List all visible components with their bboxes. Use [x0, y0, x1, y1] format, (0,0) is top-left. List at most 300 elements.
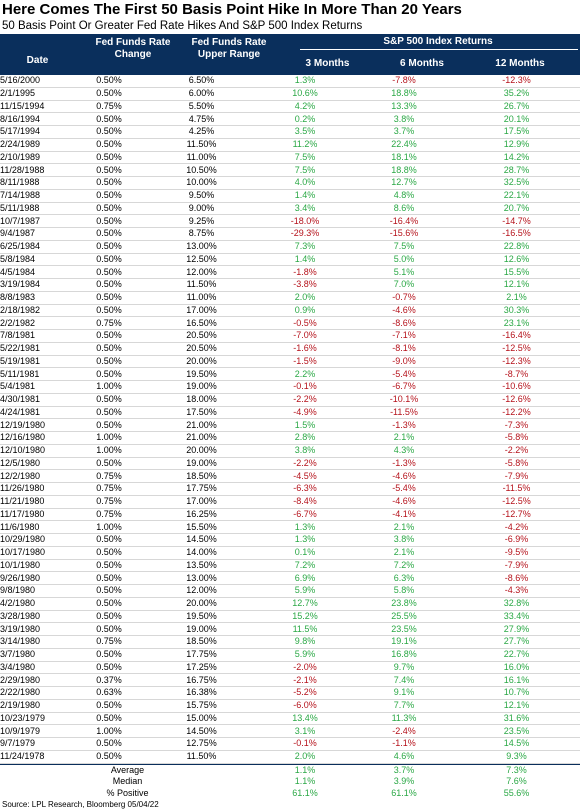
return-12m-cell: -12.7% [453, 508, 580, 521]
return-3m-cell: 7.5% [255, 151, 355, 164]
rate-change-cell: 0.50% [70, 393, 148, 406]
rate-change-cell: 0.37% [70, 674, 148, 687]
return-6m-cell: 8.6% [355, 202, 453, 215]
return-6m-cell: -7.1% [355, 330, 453, 343]
return-6m-cell: 9.1% [355, 687, 453, 700]
return-6m-cell: -8.1% [355, 342, 453, 355]
table-row [0, 712, 580, 725]
return-6m-cell: 16.8% [355, 648, 453, 661]
table-header [0, 34, 580, 75]
return-6m-cell: 4.3% [355, 444, 453, 457]
return-6m-cell: -16.4% [355, 215, 453, 228]
return-12m-cell: 33.4% [453, 610, 580, 623]
return-12m-cell: -10.6% [453, 381, 580, 394]
return-6m-cell: 18.8% [355, 164, 453, 177]
return-12m-cell: 20.7% [453, 202, 580, 215]
rate-change-cell: 0.50% [70, 202, 148, 215]
return-6m-cell: 7.0% [355, 279, 453, 292]
rate-change-cell: 0.50% [70, 738, 148, 751]
date-cell: 5/4/1981 [0, 381, 70, 394]
summary-3m: 1.1% [255, 764, 355, 776]
rate-change-cell: 0.50% [70, 75, 148, 87]
return-12m-cell: 23.1% [453, 317, 580, 330]
return-6m-cell: 11.3% [355, 712, 453, 725]
upper-range-cell: 13.00% [148, 572, 255, 585]
return-6m-cell: 2.1% [355, 432, 453, 445]
return-6m-cell: -5.4% [355, 368, 453, 381]
return-6m-cell: 13.3% [355, 100, 453, 113]
return-3m-cell: 7.3% [255, 240, 355, 253]
table-row [0, 623, 580, 636]
return-3m-cell: 1.4% [255, 189, 355, 202]
return-3m-cell: -6.0% [255, 699, 355, 712]
upper-range-cell: 8.75% [148, 228, 255, 241]
date-cell: 2/1/1995 [0, 87, 70, 100]
return-6m-cell: -1.3% [355, 457, 453, 470]
return-3m-cell: 4.0% [255, 177, 355, 190]
table-row [0, 432, 580, 445]
rate-change-cell: 1.00% [70, 444, 148, 457]
date-cell: 2/24/1989 [0, 138, 70, 151]
return-12m-cell: 20.1% [453, 113, 580, 126]
rate-change-cell: 0.50% [70, 623, 148, 636]
return-6m-cell: -0.7% [355, 291, 453, 304]
return-6m-cell: -4.6% [355, 470, 453, 483]
return-3m-cell: 0.1% [255, 546, 355, 559]
return-3m-cell: 2.8% [255, 432, 355, 445]
date-cell: 2/2/1982 [0, 317, 70, 330]
summary-6m: 3.9% [393, 776, 415, 787]
chart-title: Here Comes The First 50 Basis Point Hike In More Than 20 Years [2, 1, 462, 18]
return-3m-cell: 10.6% [255, 87, 355, 100]
return-6m-cell: 23.8% [355, 597, 453, 610]
table-row [0, 330, 580, 343]
upper-range-cell: 9.00% [148, 202, 255, 215]
table-row [0, 572, 580, 585]
table-row [0, 177, 580, 190]
return-12m-cell: -9.5% [453, 546, 580, 559]
rate-change-cell: 1.00% [70, 521, 148, 534]
table-row [0, 240, 580, 253]
table-row [0, 126, 580, 139]
table-row [0, 674, 580, 687]
return-3m-cell: -1.8% [255, 266, 355, 279]
date-cell: 12/16/1980 [0, 432, 70, 445]
date-cell: 7/14/1988 [0, 189, 70, 202]
date-cell: 11/26/1980 [0, 483, 70, 496]
table-row [0, 355, 580, 368]
return-12m-cell: 27.7% [453, 636, 580, 649]
upper-range-cell: 21.00% [148, 419, 255, 432]
return-6m-cell: 6.3% [355, 572, 453, 585]
summary-row [0, 764, 580, 776]
return-12m-cell: 16.0% [453, 661, 580, 674]
table-row [0, 228, 580, 241]
return-12m-cell: 32.8% [453, 597, 580, 610]
return-12m-cell: -7.3% [453, 419, 580, 432]
return-12m-cell: 16.1% [453, 674, 580, 687]
return-12m-cell: -12.3% [453, 75, 580, 87]
return-3m-cell: 7.5% [255, 164, 355, 177]
return-12m-cell: 31.6% [453, 712, 580, 725]
upper-range-cell: 17.75% [148, 648, 255, 661]
rate-change-cell: 0.50% [70, 699, 148, 712]
upper-range-cell: 16.38% [148, 687, 255, 700]
return-3m-cell: 1.3% [255, 75, 355, 87]
table-row [0, 559, 580, 572]
rate-change-cell: 0.50% [70, 87, 148, 100]
return-3m-cell: -2.2% [255, 457, 355, 470]
date-cell: 10/9/1979 [0, 725, 70, 738]
return-3m-cell: 6.9% [255, 572, 355, 585]
header-group-divider [300, 49, 578, 50]
date-cell: 5/19/1981 [0, 355, 70, 368]
return-12m-cell: 30.3% [453, 304, 580, 317]
rate-change-cell: 0.50% [70, 240, 148, 253]
table-row [0, 368, 580, 381]
date-cell: 4/2/1980 [0, 597, 70, 610]
upper-range-cell: 17.25% [148, 661, 255, 674]
table-row [0, 164, 580, 177]
date-cell: 4/24/1981 [0, 406, 70, 419]
return-6m-cell: -10.1% [355, 393, 453, 406]
return-12m-cell: -5.8% [453, 432, 580, 445]
summary-label: % Positive [106, 787, 149, 798]
upper-range-cell: 11.00% [148, 151, 255, 164]
upper-range-cell: 18.50% [148, 636, 255, 649]
return-3m-cell: 4.2% [255, 100, 355, 113]
upper-range-cell: 6.00% [148, 87, 255, 100]
rate-change-cell: 0.75% [70, 317, 148, 330]
table-row [0, 661, 580, 674]
rate-change-cell: 0.75% [70, 636, 148, 649]
return-3m-cell: -6.7% [255, 508, 355, 521]
return-6m-cell: 7.2% [355, 559, 453, 572]
table-row [0, 508, 580, 521]
rate-change-cell: 0.50% [70, 164, 148, 177]
upper-range-cell: 15.00% [148, 712, 255, 725]
return-12m-cell: 27.9% [453, 623, 580, 636]
return-3m-cell: 3.5% [255, 126, 355, 139]
return-6m-cell: 7.4% [355, 674, 453, 687]
header-12-months: 12 Months [495, 58, 545, 69]
return-3m-cell: -6.3% [255, 483, 355, 496]
table-row [0, 610, 580, 623]
return-3m-cell: 1.3% [255, 534, 355, 547]
return-6m-cell: 7.7% [355, 699, 453, 712]
rate-change-cell: 0.50% [70, 419, 148, 432]
rate-change-cell: 1.00% [70, 381, 148, 394]
table-row [0, 317, 580, 330]
date-cell: 8/8/1983 [0, 291, 70, 304]
table-row [0, 687, 580, 700]
returns-table-body [0, 75, 580, 763]
header-upper-range: Fed Funds Rate Upper Range [191, 37, 267, 60]
date-cell: 11/21/1980 [0, 495, 70, 508]
header-rate-change: Fed Funds Rate Change [95, 37, 171, 60]
return-12m-cell: 14.2% [453, 151, 580, 164]
date-cell: 3/4/1980 [0, 661, 70, 674]
return-12m-cell: -7.9% [453, 559, 580, 572]
return-3m-cell: 3.1% [255, 725, 355, 738]
upper-range-cell: 21.00% [148, 432, 255, 445]
returns-table [0, 75, 580, 764]
return-12m-cell: -12.3% [453, 355, 580, 368]
return-12m-cell: 15.5% [453, 266, 580, 279]
date-cell: 5/22/1981 [0, 342, 70, 355]
rate-change-cell: 0.50% [70, 559, 148, 572]
summary-table-body [0, 764, 580, 799]
date-cell: 9/8/1980 [0, 585, 70, 598]
date-cell: 7/8/1981 [0, 330, 70, 343]
return-12m-cell: -12.5% [453, 342, 580, 355]
date-cell: 2/18/1982 [0, 304, 70, 317]
summary-label: Median [112, 776, 143, 787]
upper-range-cell: 12.00% [148, 585, 255, 598]
table-row [0, 470, 580, 483]
date-cell: 3/19/1984 [0, 279, 70, 292]
upper-range-cell: 20.00% [148, 355, 255, 368]
date-cell: 2/19/1980 [0, 699, 70, 712]
table-row [0, 100, 580, 113]
date-cell: 10/17/1980 [0, 546, 70, 559]
return-12m-cell: 22.7% [453, 648, 580, 661]
upper-range-cell: 19.00% [148, 623, 255, 636]
table-row [0, 457, 580, 470]
upper-range-cell: 10.00% [148, 177, 255, 190]
upper-range-cell: 17.50% [148, 406, 255, 419]
return-6m-cell: 25.5% [355, 610, 453, 623]
return-12m-cell: -12.6% [453, 393, 580, 406]
rate-change-cell: 0.50% [70, 534, 148, 547]
return-6m-cell: -1.3% [355, 419, 453, 432]
return-3m-cell: 12.7% [255, 597, 355, 610]
return-3m-cell: 9.8% [255, 636, 355, 649]
return-12m-cell: 14.5% [453, 738, 580, 751]
return-6m-cell: 5.1% [355, 266, 453, 279]
date-cell: 3/19/1980 [0, 623, 70, 636]
return-12m-cell: -16.5% [453, 228, 580, 241]
return-6m-cell: -2.4% [355, 725, 453, 738]
date-cell: 11/17/1980 [0, 508, 70, 521]
date-cell: 10/1/1980 [0, 559, 70, 572]
upper-range-cell: 5.50% [148, 100, 255, 113]
return-6m-cell: -1.1% [355, 738, 453, 751]
table-row [0, 291, 580, 304]
upper-range-cell: 12.75% [148, 738, 255, 751]
date-cell: 5/11/1981 [0, 368, 70, 381]
return-6m-cell: -15.6% [355, 228, 453, 241]
table-row [0, 113, 580, 126]
summary-table [0, 764, 580, 800]
rate-change-cell: 0.75% [70, 508, 148, 521]
rate-change-cell: 1.00% [70, 725, 148, 738]
rate-change-cell: 0.50% [70, 266, 148, 279]
upper-range-cell: 20.00% [148, 444, 255, 457]
return-3m-cell: 7.2% [255, 559, 355, 572]
upper-range-cell: 19.00% [148, 457, 255, 470]
return-3m-cell: 3.4% [255, 202, 355, 215]
rate-change-cell: 0.50% [70, 113, 148, 126]
table-row [0, 138, 580, 151]
return-3m-cell: -29.3% [255, 228, 355, 241]
date-cell: 3/14/1980 [0, 636, 70, 649]
return-3m-cell: -0.5% [255, 317, 355, 330]
rate-change-cell: 0.50% [70, 342, 148, 355]
rate-change-cell: 0.50% [70, 712, 148, 725]
date-cell: 9/4/1987 [0, 228, 70, 241]
upper-range-cell: 16.50% [148, 317, 255, 330]
date-cell: 10/29/1980 [0, 534, 70, 547]
table-row [0, 279, 580, 292]
return-12m-cell: -8.7% [453, 368, 580, 381]
upper-range-cell: 19.00% [148, 381, 255, 394]
summary-3m: 61.1% [292, 787, 318, 798]
return-6m-cell: -9.0% [355, 355, 453, 368]
upper-range-cell: 16.75% [148, 674, 255, 687]
return-12m-cell: 12.1% [453, 279, 580, 292]
return-3m-cell: -4.5% [255, 470, 355, 483]
date-cell: 2/10/1989 [0, 151, 70, 164]
return-3m-cell: -2.0% [255, 661, 355, 674]
return-6m-cell: 12.7% [355, 177, 453, 190]
return-6m-cell: 5.8% [355, 585, 453, 598]
return-3m-cell: 13.4% [255, 712, 355, 725]
return-3m-cell: 5.9% [255, 585, 355, 598]
return-12m-cell: 22.8% [453, 240, 580, 253]
date-cell: 5/17/1994 [0, 126, 70, 139]
rate-change-cell: 0.75% [70, 100, 148, 113]
table-row [0, 636, 580, 649]
table-row [0, 381, 580, 394]
return-3m-cell: 15.2% [255, 610, 355, 623]
upper-range-cell: 15.75% [148, 699, 255, 712]
return-12m-cell: -4.2% [453, 521, 580, 534]
upper-range-cell: 19.50% [148, 368, 255, 381]
return-12m-cell: 17.5% [453, 126, 580, 139]
summary-6m: 61.1% [391, 787, 417, 798]
upper-range-cell: 17.00% [148, 304, 255, 317]
return-3m-cell: -2.2% [255, 393, 355, 406]
return-12m-cell: 23.5% [453, 725, 580, 738]
rate-change-cell: 0.50% [70, 177, 148, 190]
return-12m-cell: -8.6% [453, 572, 580, 585]
table-row [0, 75, 580, 87]
summary-12m: 7.6% [506, 776, 527, 787]
date-cell: 4/30/1981 [0, 393, 70, 406]
table-row [0, 534, 580, 547]
date-cell: 2/22/1980 [0, 687, 70, 700]
table-row [0, 266, 580, 279]
return-3m-cell: -4.9% [255, 406, 355, 419]
table-row [0, 189, 580, 202]
rate-change-cell: 0.50% [70, 138, 148, 151]
return-3m-cell: 2.2% [255, 368, 355, 381]
return-12m-cell: -16.4% [453, 330, 580, 343]
date-cell: 11/28/1988 [0, 164, 70, 177]
return-3m-cell: 5.9% [255, 648, 355, 661]
upper-range-cell: 11.00% [148, 291, 255, 304]
return-6m-cell: -4.1% [355, 508, 453, 521]
upper-range-cell: 11.50% [148, 750, 255, 763]
upper-range-cell: 18.00% [148, 393, 255, 406]
return-6m-cell: -5.4% [355, 483, 453, 496]
table-row [0, 699, 580, 712]
rate-change-cell: 0.50% [70, 189, 148, 202]
upper-range-cell: 19.50% [148, 610, 255, 623]
date-cell: 9/7/1979 [0, 738, 70, 751]
return-6m-cell: -11.5% [355, 406, 453, 419]
return-6m-cell: 2.1% [355, 546, 453, 559]
rate-change-cell: 0.50% [70, 546, 148, 559]
return-3m-cell: -0.1% [255, 381, 355, 394]
return-6m-cell: 19.1% [355, 636, 453, 649]
upper-range-cell: 13.00% [148, 240, 255, 253]
return-12m-cell: 35.2% [453, 87, 580, 100]
table-row [0, 738, 580, 751]
table-row [0, 444, 580, 457]
table-row [0, 215, 580, 228]
upper-range-cell: 18.50% [148, 470, 255, 483]
summary-3m: 1.1% [294, 776, 316, 787]
return-12m-cell: -5.8% [453, 457, 580, 470]
table-row [0, 648, 580, 661]
return-6m-cell: 5.0% [355, 253, 453, 266]
date-cell: 10/23/1979 [0, 712, 70, 725]
summary-12m: 55.6% [503, 787, 530, 798]
date-cell: 11/6/1980 [0, 521, 70, 534]
rate-change-cell: 0.63% [70, 687, 148, 700]
return-6m-cell: -7.8% [355, 75, 453, 87]
rate-change-cell: 0.50% [70, 304, 148, 317]
return-3m-cell: 0.9% [255, 304, 355, 317]
date-cell: 12/2/1980 [0, 470, 70, 483]
date-cell: 11/24/1978 [0, 750, 70, 763]
return-3m-cell: -18.0% [255, 215, 355, 228]
return-6m-cell: 3.8% [355, 534, 453, 547]
return-6m-cell: 4.6% [355, 750, 453, 763]
rate-change-cell: 0.50% [70, 648, 148, 661]
rate-change-cell: 0.50% [70, 610, 148, 623]
return-3m-cell: 1.5% [255, 419, 355, 432]
return-12m-cell: -4.3% [453, 585, 580, 598]
upper-range-cell: 16.25% [148, 508, 255, 521]
summary-row [0, 788, 580, 800]
chart-subtitle: 50 Basis Point Or Greater Fed Rate Hikes And S&P 500 Index Returns [2, 20, 363, 32]
date-cell: 12/5/1980 [0, 457, 70, 470]
upper-range-cell: 15.50% [148, 521, 255, 534]
rate-change-cell: 0.50% [70, 215, 148, 228]
table-row [0, 342, 580, 355]
table-row [0, 483, 580, 496]
upper-range-cell: 14.00% [148, 546, 255, 559]
table-row [0, 202, 580, 215]
table-row [0, 87, 580, 100]
return-12m-cell: 10.7% [453, 687, 580, 700]
date-cell: 8/11/1988 [0, 177, 70, 190]
return-3m-cell: 1.3% [255, 521, 355, 534]
rate-change-cell: 0.75% [70, 495, 148, 508]
rate-change-cell: 0.50% [70, 368, 148, 381]
return-6m-cell: 18.1% [355, 151, 453, 164]
return-6m-cell: -6.7% [355, 381, 453, 394]
table-row [0, 750, 580, 763]
return-3m-cell: 11.5% [255, 623, 355, 636]
table-row [0, 304, 580, 317]
upper-range-cell: 11.50% [148, 279, 255, 292]
header-6-months: 6 Months [400, 58, 444, 69]
rate-change-cell: 0.50% [70, 406, 148, 419]
